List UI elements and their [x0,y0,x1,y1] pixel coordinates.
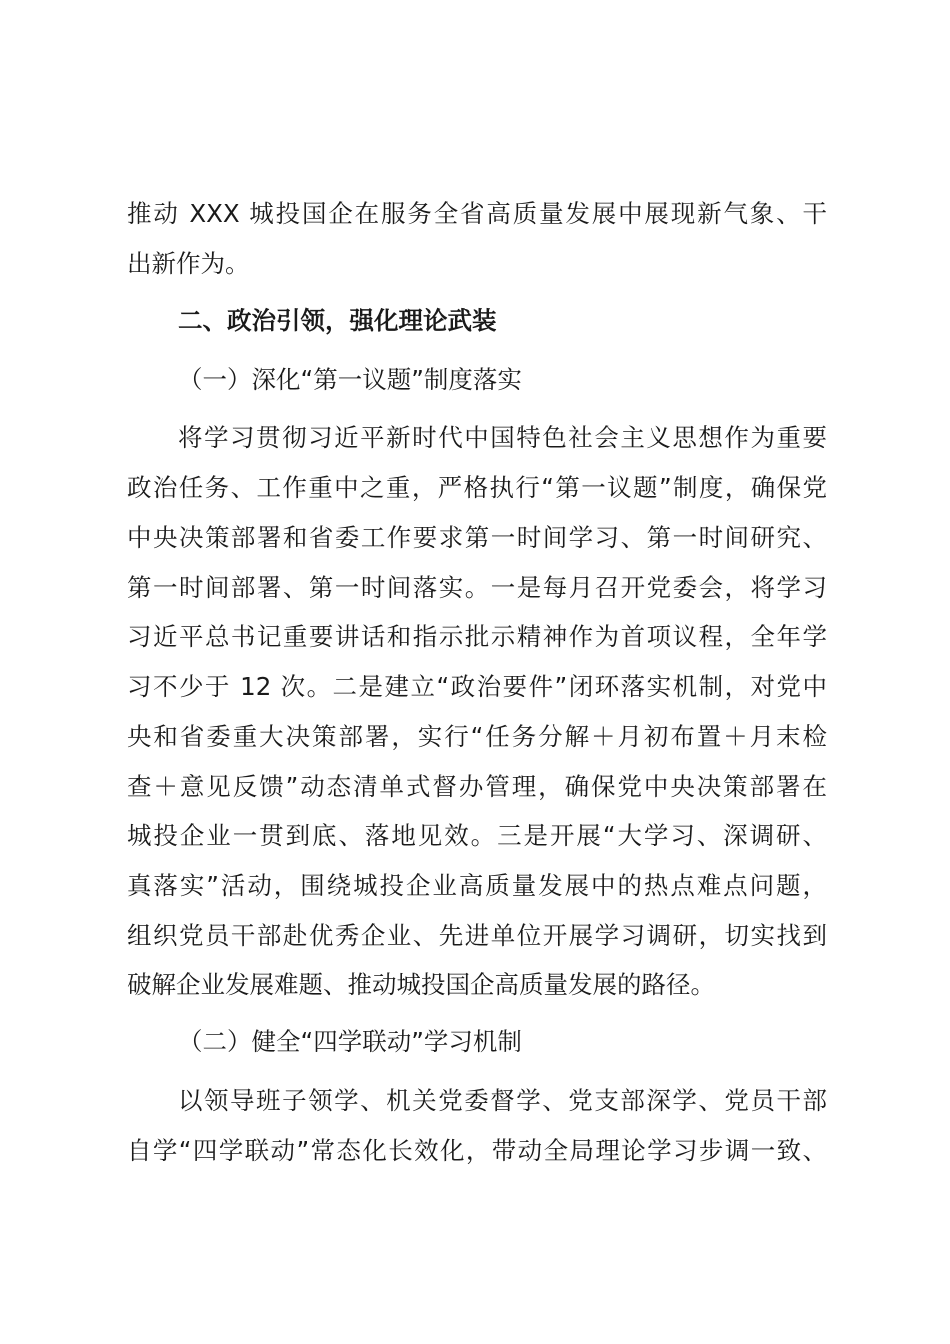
paragraph-1-line-11: 组织党员干部赴优秀企业、先进单位开展学习调研，切实找到 [127,921,827,950]
subsection-1-title: （一）深化“第一议题”制度落实 [178,365,522,394]
paragraph-1-line-10: 真落实”活动，围绕城投企业高质量发展中的热点难点问题， [127,871,827,900]
paragraph-2-line-1: 以领导班子领学、机关党委督学、党支部深学、党员干部 [178,1086,827,1115]
paragraph-1-line-9: 城投企业一贯到底、落地见效。三是开展“大学习、深调研、 [127,821,827,850]
paragraph-2-line-2: 自学“四学联动”常态化长效化，带动全局理论学习步调一致、 [127,1136,827,1165]
intro-line-2: 出新作为。 [127,249,250,278]
paragraph-1-line-1: 将学习贯彻习近平新时代中国特色社会主义思想作为重要 [178,423,827,452]
subsection-2-title: （二）健全“四学联动”学习机制 [178,1027,522,1056]
paragraph-1-line-4: 第一时间部署、第一时间落实。一是每月召开党委会，将学习 [127,573,827,602]
paragraph-1-line-3: 中央决策部署和省委工作要求第一时间学习、第一时间研究、 [127,523,827,552]
paragraph-1-line-5: 习近平总书记重要讲话和指示批示精神作为首项议程，全年学 [127,622,827,651]
paragraph-1-line-2: 政治任务、工作重中之重，严格执行“第一议题”制度，确保党 [127,473,827,502]
intro-line-1: 推动 XXX 城投国企在服务全省高质量发展中展现新气象、干 [127,199,827,228]
paragraph-1-line-8: 查＋意见反馈”动态清单式督办管理，确保党中央决策部署在 [127,772,827,801]
section-heading: 二、政治引领，强化理论武装 [178,306,497,335]
paragraph-1-line-7: 央和省委重大决策部署，实行“任务分解＋月初布置＋月末检 [127,722,827,751]
paragraph-1-line-12: 破解企业发展难题、推动城投国企高质量发展的路径。 [127,970,715,999]
paragraph-1-line-6: 习不少于 12 次。二是建立“政治要件”闭环落实机制，对党中 [127,672,827,701]
